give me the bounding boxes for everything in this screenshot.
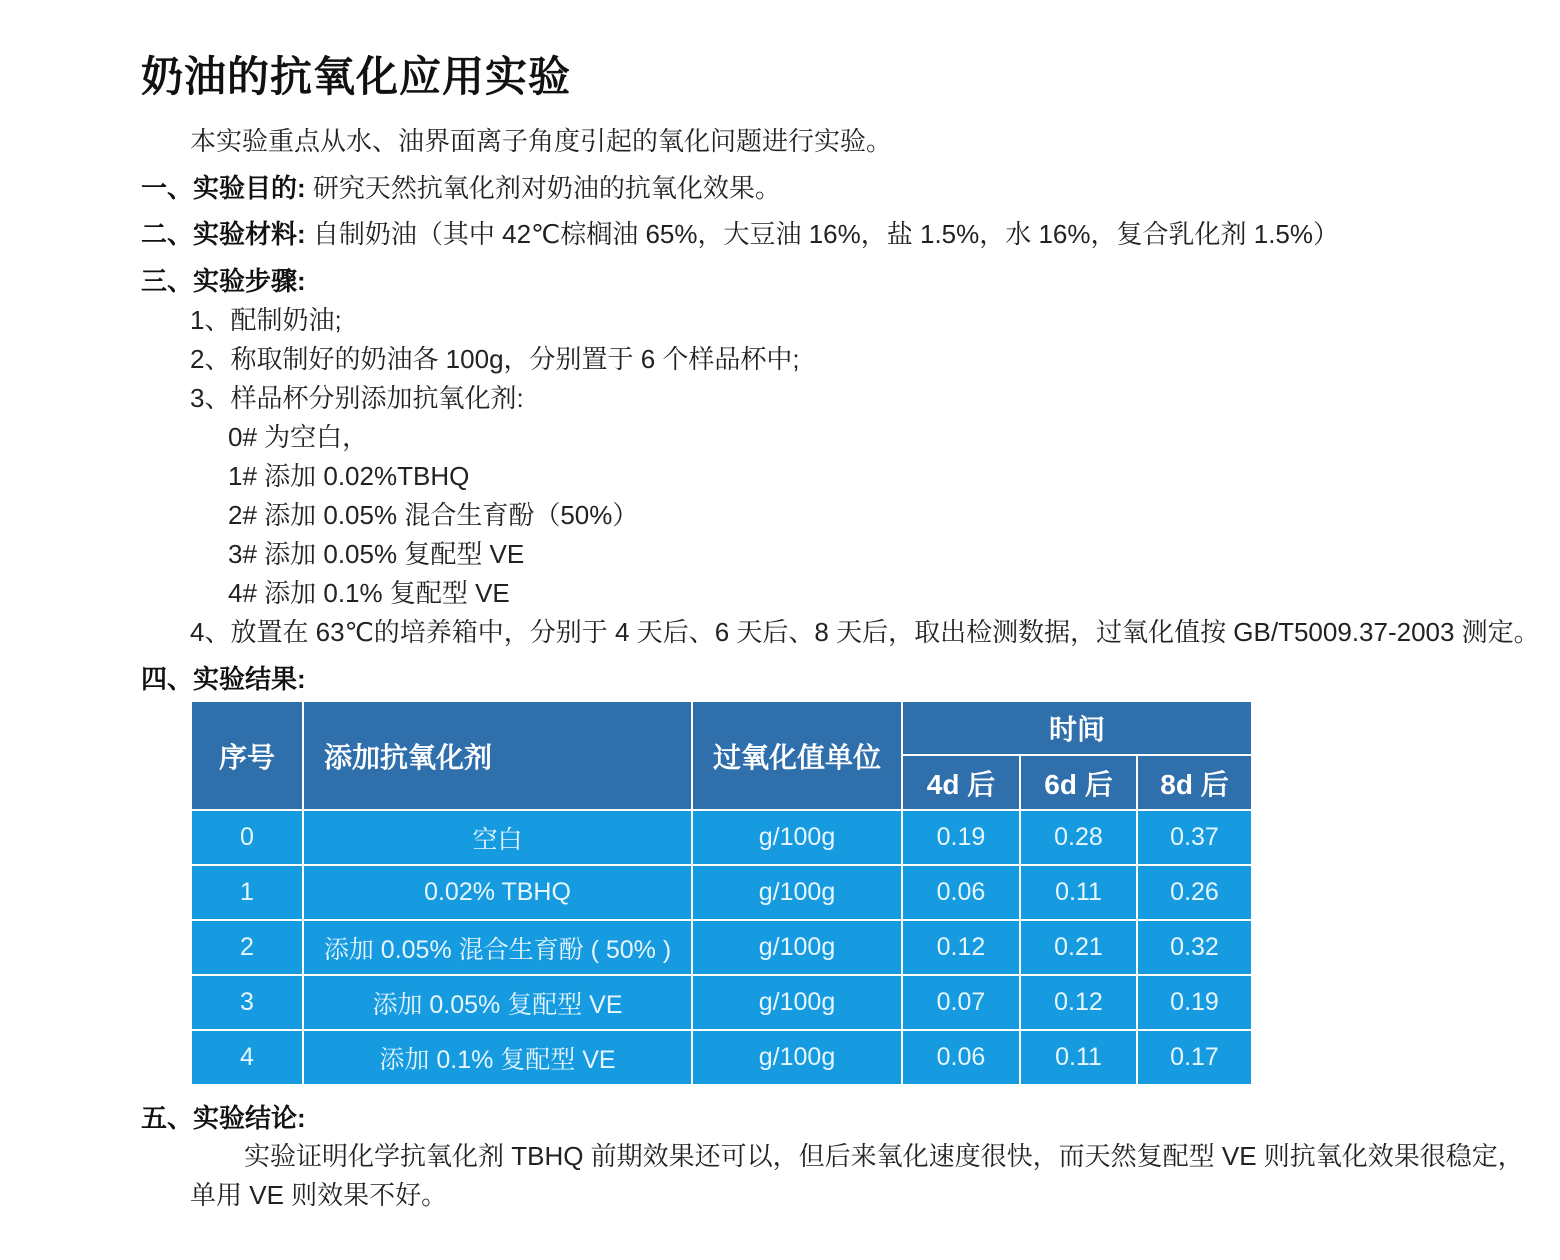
purpose-line: [141, 171, 781, 205]
purpose-text: 研究天然抗氧化剂对奶油的抗氧化效果。: [305, 173, 781, 203]
header-unit: 过氧化值单位: [692, 701, 902, 810]
cell-6d: 0.12: [1020, 975, 1137, 1030]
materials-label: 二、实验材料:: [141, 219, 306, 249]
header-8d: 8d 后: [1137, 755, 1252, 810]
cell-unit: g/100g: [692, 865, 902, 920]
table-row: [191, 865, 1252, 920]
conclusion-line-2: 单用 VE 则效果不好。: [190, 1180, 448, 1210]
step-2: 2、称取制好的奶油各 100g，分别置于 6 个样品杯中;: [190, 344, 800, 374]
cell-8d: 0.19: [1137, 975, 1252, 1030]
step-3-sample-2: 2# 添加 0.05% 混合生育酚（50%）: [228, 500, 639, 530]
cell-unit: g/100g: [692, 810, 902, 865]
table-row: [191, 975, 1252, 1030]
cell-no: 4: [191, 1030, 303, 1085]
cell-4d: 0.06: [902, 865, 1020, 920]
cell-no: 2: [191, 920, 303, 975]
page-title: 奶油的抗氧化应用实验: [141, 53, 572, 100]
cell-no: 3: [191, 975, 303, 1030]
header-4d: 4d 后: [902, 755, 1020, 810]
cell-4d: 0.06: [902, 1030, 1020, 1085]
materials-text: 自制奶油（其中 42℃棕榈油 65%，大豆油 16%，盐 1.5%，水 16%，复合乳化剂 1.5%）: [305, 219, 1339, 249]
cell-8d: 0.37: [1137, 810, 1252, 865]
cell-unit: g/100g: [692, 1030, 902, 1085]
cell-8d: 0.32: [1137, 920, 1252, 975]
step-4: 4、放置在 63℃的培养箱中，分别于 4 天后、6 天后、8 天后，取出检测数据，过氧化值按 GB/T5009.37-2003 测定。: [190, 617, 1540, 647]
cell-4d: 0.12: [902, 920, 1020, 975]
header-agent: 添加抗氧化剂: [303, 701, 692, 810]
cell-4d: 0.19: [902, 810, 1020, 865]
cell-6d: 0.28: [1020, 810, 1137, 865]
cell-8d: 0.26: [1137, 865, 1252, 920]
header-6d: 6d 后: [1020, 755, 1137, 810]
cell-no: 1: [191, 865, 303, 920]
conclusion-line-1: 实验证明化学抗氧化剂 TBHQ 前期效果还可以，但后来氧化速度很快，而天然复配型 VE 则抗氧化效果很稳定，: [244, 1141, 1524, 1171]
conclusion-label: 五、实验结论:: [141, 1103, 306, 1133]
step-1: 1、配制奶油;: [190, 305, 342, 335]
steps-label: 三、实验步骤:: [141, 266, 306, 296]
cell-unit: g/100g: [692, 920, 902, 975]
header-no: 序号: [191, 701, 303, 810]
cell-agent: 添加 0.05% 混合生育酚 ( 50% ): [303, 920, 692, 975]
step-3: 3、样品杯分别添加抗氧化剂:: [190, 383, 524, 413]
materials-line: [141, 217, 1339, 251]
step-3-sample-4: 4# 添加 0.1% 复配型 VE: [228, 578, 510, 608]
cell-6d: 0.11: [1020, 1030, 1137, 1085]
cell-agent: 添加 0.05% 复配型 VE: [303, 975, 692, 1030]
results-label: 四、实验结果:: [141, 664, 306, 694]
step-3-sample-0: 0# 为空白，: [228, 422, 369, 452]
table-row: [191, 920, 1252, 975]
step-3-sample-1: 1# 添加 0.02%TBHQ: [228, 461, 470, 491]
intro-text: 本实验重点从水、油界面离子角度引起的氧化问题进行实验。: [190, 126, 893, 156]
table-row: [191, 810, 1252, 865]
purpose-label: 一、实验目的:: [141, 173, 306, 203]
cell-4d: 0.07: [902, 975, 1020, 1030]
cell-agent: 空白: [303, 810, 692, 865]
cell-agent: 添加 0.1% 复配型 VE: [303, 1030, 692, 1085]
header-time: 时间: [902, 701, 1252, 755]
cell-8d: 0.17: [1137, 1030, 1252, 1085]
cell-no: 0: [191, 810, 303, 865]
cell-agent: 0.02% TBHQ: [303, 865, 692, 920]
results-table: [190, 700, 1253, 1086]
step-3-sample-3: 3# 添加 0.05% 复配型 VE: [228, 539, 525, 569]
cell-6d: 0.11: [1020, 865, 1137, 920]
table-row: [191, 1030, 1252, 1085]
cell-6d: 0.21: [1020, 920, 1137, 975]
cell-unit: g/100g: [692, 975, 902, 1030]
